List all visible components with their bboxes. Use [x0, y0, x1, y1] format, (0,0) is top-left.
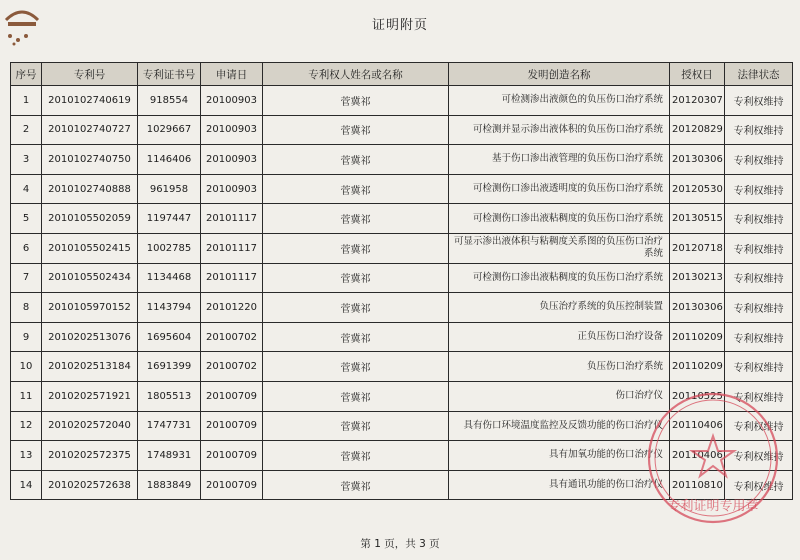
patent-number-cell: 2010202571921 [42, 381, 138, 411]
invention-title-cell: 可检测并显示渗出液体积的负压伤口治疗系统 [449, 115, 670, 145]
patent-table [10, 62, 793, 500]
application-date-cell: 20100709 [201, 411, 263, 441]
table-row [11, 352, 793, 382]
table-row [11, 381, 793, 411]
certificate-number-cell: 1748931 [138, 441, 201, 471]
column-header: 专利号 [42, 63, 138, 86]
grant-date-cell: 20110810 [670, 470, 725, 500]
invention-title-cell: 具有伤口环境温度监控及反馈功能的伤口治疗仪 [449, 411, 670, 441]
certificate-number-cell: 961958 [138, 174, 201, 204]
legal-status-cell: 专利权维持 [725, 115, 793, 145]
row-number-cell: 13 [11, 441, 42, 471]
patentee-name-cell: 菅冀祁 [263, 174, 449, 204]
grant-date-cell: 20110209 [670, 352, 725, 382]
invention-title-cell: 可检测伤口渗出液透明度的负压伤口治疗系统 [449, 174, 670, 204]
grant-date-cell: 20130306 [670, 145, 725, 175]
grant-date-cell: 20130515 [670, 204, 725, 234]
grant-date-cell: 20120829 [670, 115, 725, 145]
invention-title-cell: 具有加氧功能的伤口治疗仪 [449, 441, 670, 471]
row-number-cell: 11 [11, 381, 42, 411]
certificate-number-cell: 1134468 [138, 263, 201, 293]
invention-title-cell: 负压伤口治疗系统 [449, 352, 670, 382]
column-header: 专利权人姓名或名称 [263, 63, 449, 86]
table-row [11, 204, 793, 234]
certificate-number-cell: 1029667 [138, 115, 201, 145]
row-number-cell: 3 [11, 145, 42, 175]
patentee-name-cell: 菅冀祁 [263, 233, 449, 263]
invention-title-cell: 可显示渗出液体积与粘稠度关系图的负压伤口治疗系统 [449, 233, 670, 263]
invention-title-cell: 基于伤口渗出液管理的负压伤口治疗系统 [449, 145, 670, 175]
application-date-cell: 20101117 [201, 204, 263, 234]
row-number-cell: 1 [11, 86, 42, 116]
invention-title-cell: 伤口治疗仪 [449, 381, 670, 411]
legal-status-cell: 专利权维持 [725, 381, 793, 411]
grant-date-cell: 20110406 [670, 411, 725, 441]
table-row [11, 174, 793, 204]
row-number-cell: 2 [11, 115, 42, 145]
patent-number-cell: 2010102740727 [42, 115, 138, 145]
row-number-cell: 14 [11, 470, 42, 500]
row-number-cell: 12 [11, 411, 42, 441]
certificate-number-cell: 1197447 [138, 204, 201, 234]
legal-status-cell: 专利权维持 [725, 441, 793, 471]
legal-status-cell: 专利权维持 [725, 204, 793, 234]
patentee-name-cell: 菅冀祁 [263, 115, 449, 145]
grant-date-cell: 20110525 [670, 381, 725, 411]
patent-number-cell: 2010202572375 [42, 441, 138, 471]
column-header: 法律状态 [725, 63, 793, 86]
application-date-cell: 20100903 [201, 145, 263, 175]
invention-title-cell: 可检测伤口渗出液粘稠度的负压伤口治疗系统 [449, 204, 670, 234]
patent-number-cell: 2010202513184 [42, 352, 138, 382]
patentee-name-cell: 菅冀祁 [263, 352, 449, 382]
column-header: 专利证书号 [138, 63, 201, 86]
certificate-number-cell: 1002785 [138, 233, 201, 263]
table-row [11, 322, 793, 352]
patent-number-cell: 2010202572040 [42, 411, 138, 441]
patent-number-cell: 2010202572638 [42, 470, 138, 500]
grant-date-cell: 20120718 [670, 233, 725, 263]
table-row [11, 441, 793, 471]
patentee-name-cell: 菅冀祁 [263, 411, 449, 441]
application-date-cell: 20100903 [201, 174, 263, 204]
page-title: 证明附页 [371, 18, 428, 33]
certificate-number-cell: 1883849 [138, 470, 201, 500]
certificate-number-cell: 1691399 [138, 352, 201, 382]
column-header: 授权日 [670, 63, 725, 86]
patentee-name-cell: 菅冀祁 [263, 145, 449, 175]
patent-number-cell: 2010105502415 [42, 233, 138, 263]
row-number-cell: 6 [11, 233, 42, 263]
patent-number-cell: 2010105970152 [42, 293, 138, 323]
table-row [11, 293, 793, 323]
application-date-cell: 20100702 [201, 322, 263, 352]
certificate-number-cell: 1747731 [138, 411, 201, 441]
column-header: 序号 [11, 63, 42, 86]
row-number-cell: 7 [11, 263, 42, 293]
application-date-cell: 20101117 [201, 233, 263, 263]
table-row [11, 86, 793, 116]
table-row [11, 263, 793, 293]
patent-number-cell: 2010102740619 [42, 86, 138, 116]
application-date-cell: 20100903 [201, 86, 263, 116]
certificate-number-cell: 1146406 [138, 145, 201, 175]
table-row [11, 411, 793, 441]
patentee-name-cell: 菅冀祁 [263, 441, 449, 471]
certificate-number-cell: 918554 [138, 86, 201, 116]
row-number-cell: 10 [11, 352, 42, 382]
application-date-cell: 20100903 [201, 115, 263, 145]
legal-status-cell: 专利权维持 [725, 411, 793, 441]
svg-text:专利证明专用章: 专利证明专用章 [667, 499, 759, 514]
patentee-name-cell: 菅冀祁 [263, 86, 449, 116]
grant-date-cell: 20120307 [670, 86, 725, 116]
application-date-cell: 20100702 [201, 352, 263, 382]
row-number-cell: 9 [11, 322, 42, 352]
patent-number-cell: 2010202513076 [42, 322, 138, 352]
column-header: 申请日 [201, 63, 263, 86]
grant-date-cell: 20120530 [670, 174, 725, 204]
patent-number-cell: 2010105502059 [42, 204, 138, 234]
legal-status-cell: 专利权维持 [725, 145, 793, 175]
grant-date-cell: 20110209 [670, 322, 725, 352]
certificate-number-cell: 1805513 [138, 381, 201, 411]
application-date-cell: 20101220 [201, 293, 263, 323]
row-number-cell: 5 [11, 204, 42, 234]
patentee-name-cell: 菅冀祁 [263, 293, 449, 323]
column-header: 发明创造名称 [449, 63, 670, 86]
patentee-name-cell: 菅冀祁 [263, 381, 449, 411]
certificate-number-cell: 1695604 [138, 322, 201, 352]
legal-status-cell: 专利权维持 [725, 233, 793, 263]
certificate-number-cell: 1143794 [138, 293, 201, 323]
invention-title-cell: 可检测渗出液颜色的负压伤口治疗系统 [449, 86, 670, 116]
patentee-name-cell: 菅冀祁 [263, 204, 449, 234]
page-number: 第 1 页，共 3 页 [360, 538, 440, 550]
legal-status-cell: 专利权维持 [725, 86, 793, 116]
legal-status-cell: 专利权维持 [725, 352, 793, 382]
table-row [11, 470, 793, 500]
invention-title-cell: 可检测伤口渗出液粘稠度的负压伤口治疗系统 [449, 263, 670, 293]
legal-status-cell: 专利权维持 [725, 322, 793, 352]
invention-title-cell: 正负压伤口治疗设备 [449, 322, 670, 352]
legal-status-cell: 专利权维持 [725, 263, 793, 293]
legal-status-cell: 专利权维持 [725, 174, 793, 204]
application-date-cell: 20100709 [201, 470, 263, 500]
table-header-row [11, 63, 793, 86]
patent-number-cell: 2010102740888 [42, 174, 138, 204]
legal-status-cell: 专利权维持 [725, 293, 793, 323]
table-row [11, 115, 793, 145]
patentee-name-cell: 菅冀祁 [263, 470, 449, 500]
invention-title-cell: 负压治疗系统的负压控制装置 [449, 293, 670, 323]
patent-number-cell: 2010102740750 [42, 145, 138, 175]
table-row [11, 233, 793, 263]
legal-status-cell: 专利权维持 [725, 470, 793, 500]
application-date-cell: 20101117 [201, 263, 263, 293]
patentee-name-cell: 菅冀祁 [263, 263, 449, 293]
row-number-cell: 8 [11, 293, 42, 323]
table-row [11, 145, 793, 175]
invention-title-cell: 具有通讯功能的伤口治疗仪 [449, 470, 670, 500]
grant-date-cell: 20130306 [670, 293, 725, 323]
application-date-cell: 20100709 [201, 441, 263, 471]
patentee-name-cell: 菅冀祁 [263, 322, 449, 352]
grant-date-cell: 20110406 [670, 441, 725, 471]
application-date-cell: 20100709 [201, 381, 263, 411]
grant-date-cell: 20130213 [670, 263, 725, 293]
row-number-cell: 4 [11, 174, 42, 204]
patent-number-cell: 2010105502434 [42, 263, 138, 293]
